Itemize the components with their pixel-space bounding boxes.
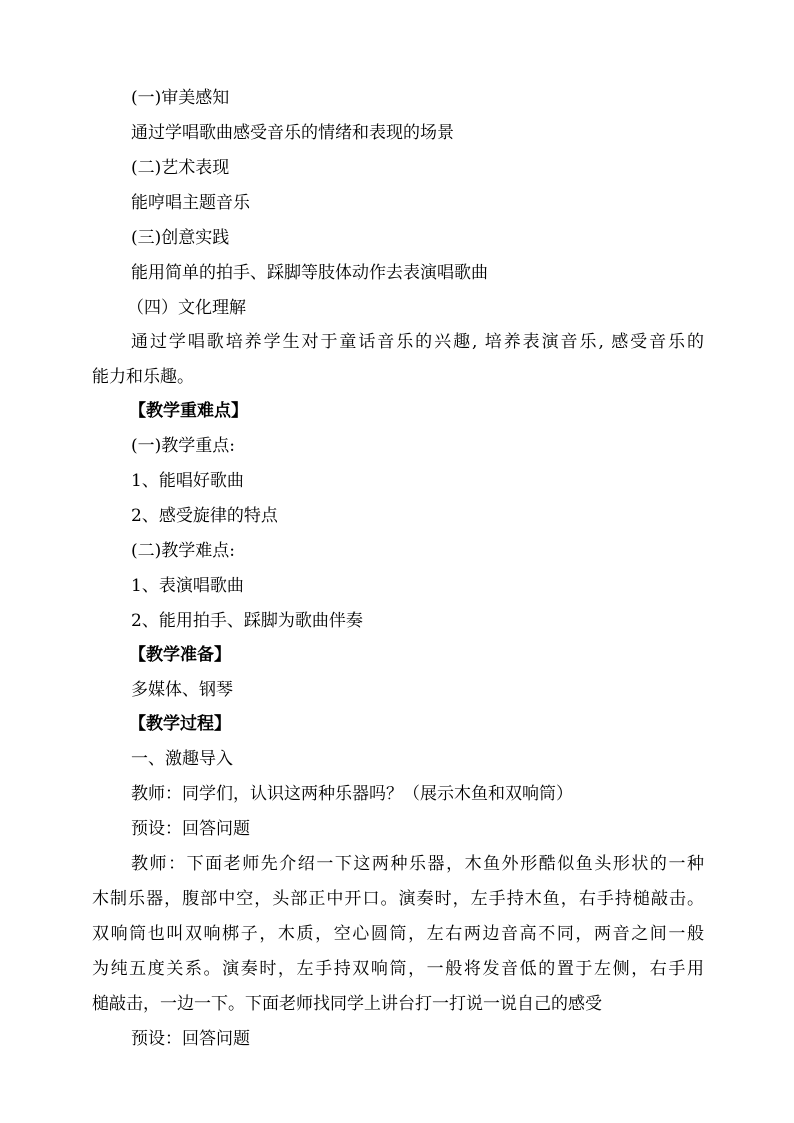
paragraph-text: 教师：下面老师先介绍一下这两种乐器，木鱼外形酷似鱼头形状的一种: [131, 854, 704, 874]
section-aesthetic-heading: (一)审美感知: [131, 88, 230, 108]
paragraph-text: 木制乐器，腹部中空，头部正中开口。演奏时，左手持木鱼，右手持槌敲击。: [92, 889, 704, 909]
section-art-heading: (二)艺术表现: [131, 158, 230, 178]
paragraph-text: 通过学唱歌培养学生对于童话音乐的兴趣, 培养表演音乐, 感受音乐的: [131, 332, 704, 352]
paragraph-text: 预设：回答问题: [131, 819, 250, 839]
section-culture-heading: （四）文化理解: [127, 298, 246, 318]
subheading: (二)教学难点:: [131, 541, 235, 561]
teaching-preparation-heading: 【教学准备】: [129, 645, 231, 665]
paragraph-text: 能力和乐趣。: [92, 367, 194, 387]
subheading: 一、激趣导入: [131, 749, 233, 769]
list-item: 2、感受旋律的特点: [131, 506, 278, 526]
subheading: (一)教学重点:: [131, 436, 235, 456]
paragraph-text: 槌敲击，一边一下。下面老师找同学上讲台打一打说一说自己的感受: [92, 994, 602, 1014]
list-item: 1、能唱好歌曲: [131, 471, 244, 491]
paragraph-text: 通过学唱歌曲感受音乐的情绪和表现的场景: [131, 123, 454, 143]
paragraph-text: 为纯五度关系。演奏时，左手持双响筒，一般将发音低的置于左侧，右手用: [92, 959, 704, 979]
paragraph-text: 能用简单的拍手、踩脚等肢体动作去表演唱歌曲: [131, 263, 488, 283]
list-item: 2、能用拍手、踩脚为歌曲伴奏: [131, 611, 363, 631]
paragraph-text: 教师：同学们，认识这两种乐器吗？（展示木鱼和双响筒）: [131, 784, 573, 804]
section-creative-heading: (三)创意实践: [131, 228, 230, 248]
paragraph-text: 预设：回答问题: [131, 1029, 250, 1049]
paragraph-text: 双响筒也叫双响梆子，木质，空心圆筒，左右两边音高不同，两音之间一般: [92, 924, 704, 944]
paragraph-text: 多媒体、钢琴: [131, 680, 233, 700]
list-item: 1、表演唱歌曲: [131, 576, 244, 596]
teaching-key-points-heading: 【教学重难点】: [129, 401, 248, 421]
paragraph-text: 能哼唱主题音乐: [131, 193, 250, 213]
teaching-process-heading: 【教学过程】: [129, 714, 231, 734]
